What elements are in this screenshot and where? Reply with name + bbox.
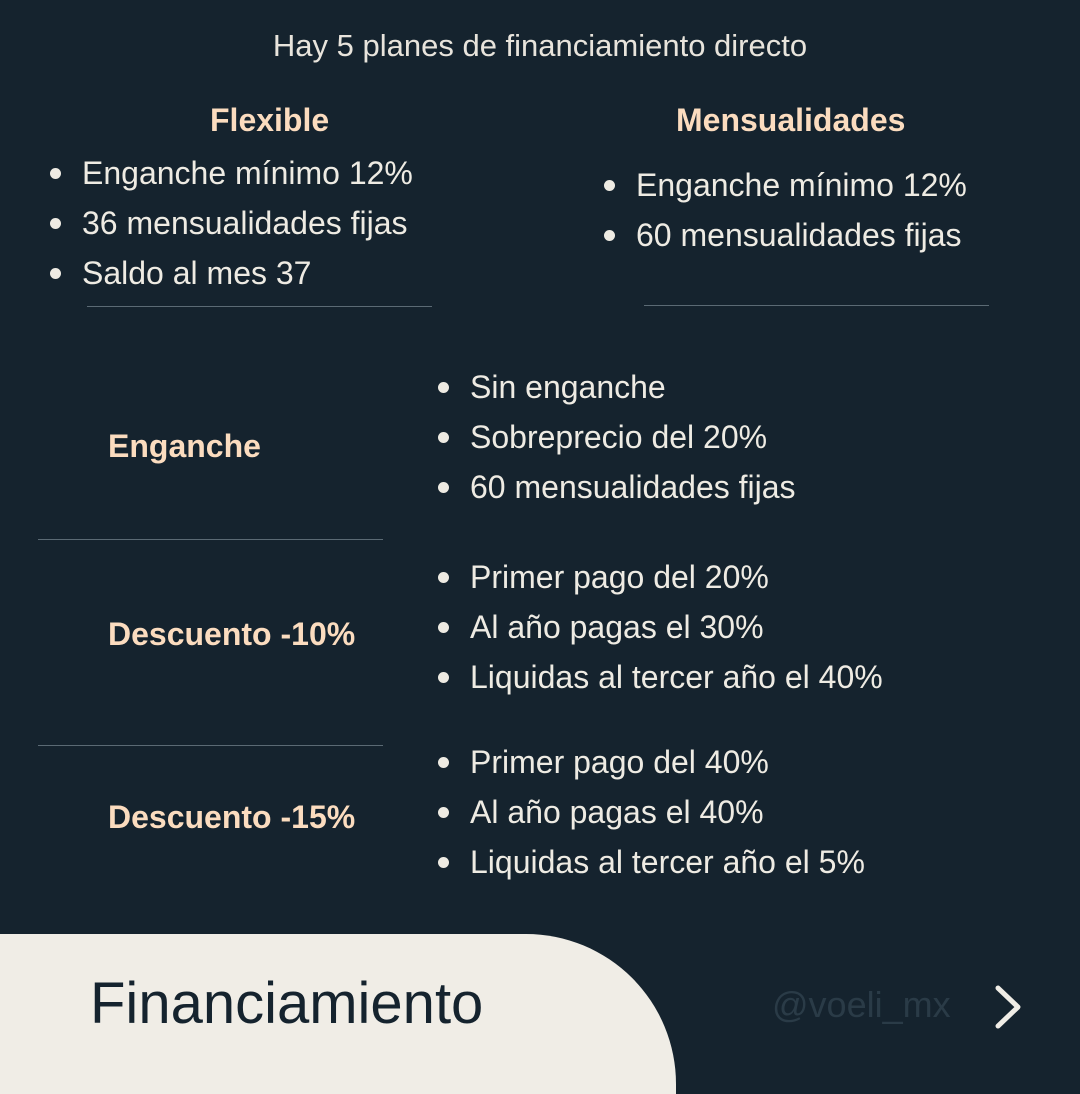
- list-item: Sobreprecio del 20%: [438, 412, 796, 462]
- list-item: 60 mensualidades fijas: [438, 462, 796, 512]
- divider: [38, 539, 383, 540]
- bullet-icon: [438, 572, 449, 583]
- bullet-icon: [438, 672, 449, 683]
- plan-title-descuento-15: Descuento -15%: [108, 799, 356, 835]
- bullet-icon: [438, 757, 449, 768]
- bullet-icon: [50, 168, 61, 179]
- plan-list-enganche: [438, 362, 796, 512]
- list-item: Liquidas al tercer año el 5%: [438, 837, 865, 887]
- list-item: 60 mensualidades fijas: [604, 210, 967, 260]
- plan-title-descuento-10: Descuento -10%: [108, 616, 356, 652]
- bullet-icon: [438, 382, 449, 393]
- bullet-icon: [438, 622, 449, 633]
- divider: [87, 306, 432, 307]
- divider: [644, 305, 989, 306]
- list-item: Enganche mínimo 12%: [50, 148, 413, 198]
- list-item: Primer pago del 40%: [438, 737, 865, 787]
- plan-title-enganche: Enganche: [108, 428, 261, 464]
- plan-title-mensualidades: Mensualidades: [676, 102, 906, 138]
- plan-list-descuento-10: [438, 552, 883, 702]
- bullet-icon: [438, 857, 449, 868]
- list-item: Enganche mínimo 12%: [604, 160, 967, 210]
- bullet-icon: [50, 218, 61, 229]
- plan-list-mensualidades: [604, 160, 967, 260]
- bullet-icon: [438, 482, 449, 493]
- bullet-icon: [438, 807, 449, 818]
- chevron-right-icon[interactable]: [990, 984, 1030, 1030]
- list-item: 36 mensualidades fijas: [50, 198, 413, 248]
- list-item: Sin enganche: [438, 362, 796, 412]
- intro-text: Hay 5 planes de financiamiento directo: [272, 28, 808, 63]
- list-item: Saldo al mes 37: [50, 248, 413, 298]
- list-item: Al año pagas el 30%: [438, 602, 883, 652]
- divider: [38, 745, 383, 746]
- plan-title-flexible: Flexible: [210, 102, 330, 138]
- list-item: Al año pagas el 40%: [438, 787, 865, 837]
- bullet-icon: [604, 180, 615, 191]
- footer-title: Financiamiento: [90, 971, 484, 1036]
- list-item: Primer pago del 20%: [438, 552, 883, 602]
- list-item: Liquidas al tercer año el 40%: [438, 652, 883, 702]
- bullet-icon: [438, 432, 449, 443]
- social-handle: @voeli_mx: [772, 984, 951, 1025]
- plan-list-descuento-15: [438, 737, 865, 887]
- plan-list-flexible: [50, 148, 413, 298]
- bullet-icon: [604, 230, 615, 241]
- bullet-icon: [50, 268, 61, 279]
